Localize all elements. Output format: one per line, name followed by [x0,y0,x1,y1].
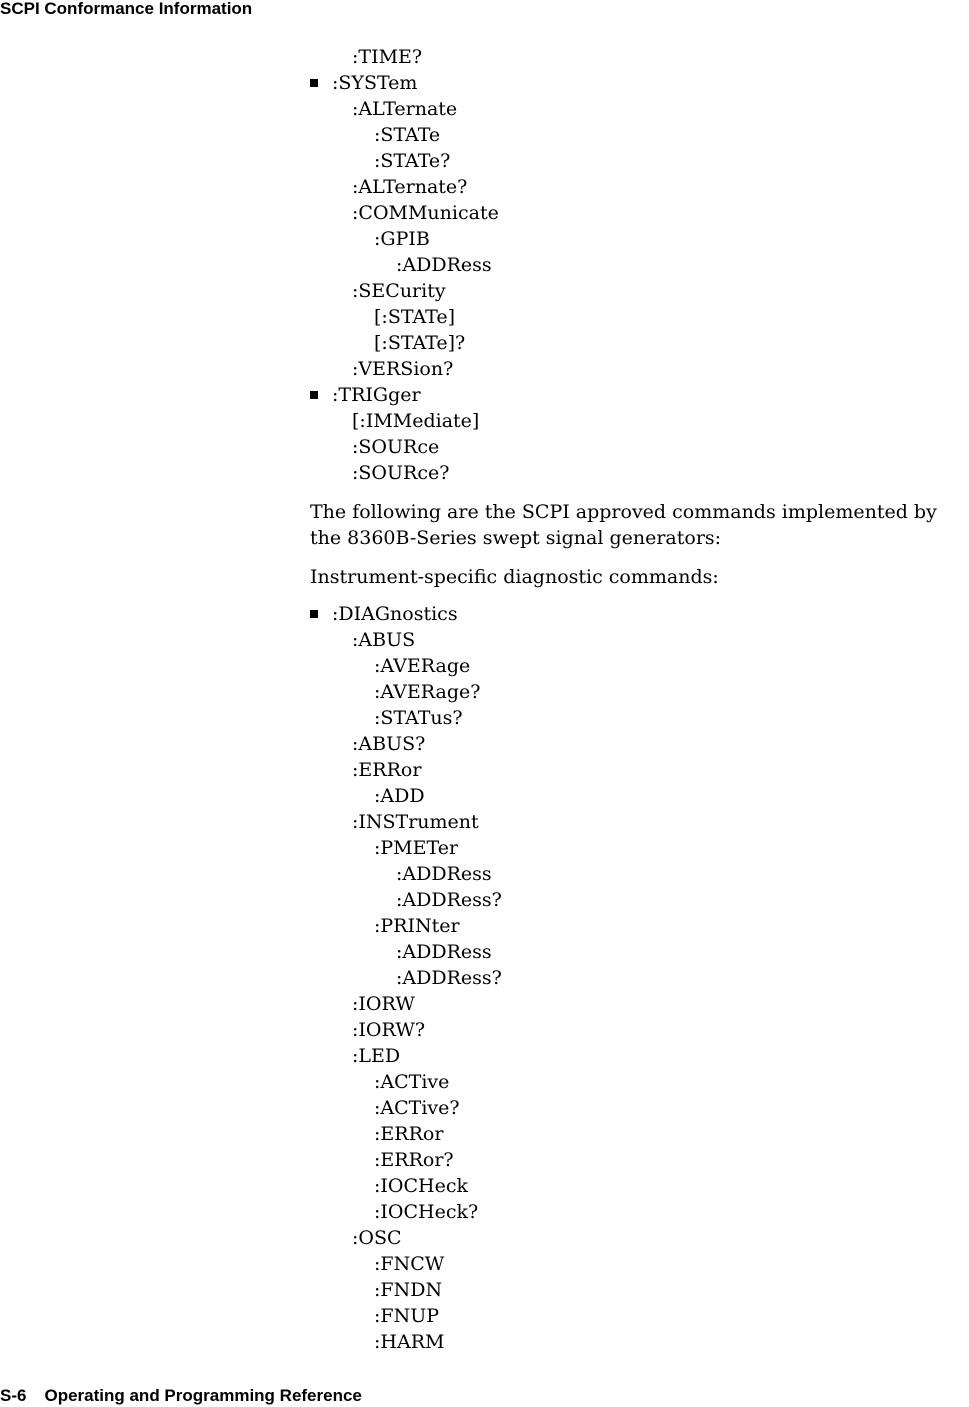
diagnostic-commands-heading: Instrument-specific diagnostic commands: [310,566,719,588]
command-text: :SOURce? [352,462,450,484]
page-number: S-6 [0,1386,27,1405]
command-text: :PMETer [374,837,459,859]
command-text: [:STATe] [374,306,456,328]
command-text: :VERSion? [352,358,454,380]
command-text: :TIME? [352,46,423,68]
command-text: :INSTrument [352,811,479,833]
command-text: :ADDRess [396,941,492,963]
command-item [310,1017,502,1043]
command-item [310,122,499,148]
command-text: :FNDN [374,1279,443,1301]
command-text: :IORW [352,993,415,1015]
command-group-item [310,382,499,408]
command-item [310,1147,502,1173]
command-text: :ADDRess [396,254,492,276]
command-text: :ABUS [352,629,416,651]
command-item [310,783,502,809]
command-text: :ADDRess? [396,967,502,989]
command-text: :SYSTem [332,72,418,94]
command-item [310,1095,502,1121]
command-text: :IOCHeck? [374,1201,479,1223]
command-text: :ERRor [374,1123,444,1145]
command-tree-diagnostics [310,601,502,1355]
command-item [310,835,502,861]
command-text: :LED [352,1045,401,1067]
command-item [310,861,502,887]
command-text: :OSC [352,1227,402,1249]
command-item [310,174,499,200]
page-footer [0,1386,362,1406]
command-item [310,356,499,382]
command-text: :ERRor [352,759,422,781]
command-item [310,1173,502,1199]
command-text: :SECurity [352,280,446,302]
command-text: :STATe? [374,150,451,172]
command-item [310,1121,502,1147]
command-text: :PRINter [374,915,460,937]
command-text: :GPIB [374,228,430,250]
command-item [310,1303,502,1329]
command-item [310,408,499,434]
command-item [310,460,499,486]
command-text: :FNCW [374,1253,445,1275]
command-group-item [310,601,502,627]
command-text: :ALTernate? [352,176,468,198]
command-item [310,330,499,356]
command-group-item [310,70,499,96]
command-text: :SOURce [352,436,440,458]
command-item [310,757,502,783]
square-bullet-icon [310,391,318,399]
command-item [310,96,499,122]
command-text: :IOCHeck [374,1175,468,1197]
command-item [310,1199,502,1225]
command-text: :AVERage? [374,681,481,703]
command-item [310,991,502,1017]
command-item [310,434,499,460]
command-text: :ADDRess [396,863,492,885]
command-item [310,200,499,226]
command-item [310,278,499,304]
command-text: [:STATe]? [374,332,466,354]
command-tree-system-trigger [310,44,499,486]
command-item [310,705,502,731]
command-item [310,1251,502,1277]
command-item [310,965,502,991]
page-header: SCPI Conformance Information [0,0,253,18]
command-text: :ACTive [374,1071,450,1093]
command-item [310,939,502,965]
command-item [310,304,499,330]
command-text: :HARM [374,1331,445,1353]
command-text: :ERRor? [374,1149,454,1171]
command-item [310,1225,502,1251]
command-item [310,913,502,939]
command-text: :STATus? [374,707,463,729]
command-text: [:IMMediate] [352,410,480,432]
command-text: :ABUS? [352,733,426,755]
command-text: :STATe [374,124,441,146]
intro-paragraph: The following are the SCPI approved commands implemented by the 8360B-Series swept signal generators: [310,501,937,549]
command-item [310,887,502,913]
command-text: :COMMunicate [352,202,499,224]
command-text: :FNUP [374,1305,440,1327]
command-text: :AVERage [374,655,471,677]
square-bullet-icon [310,79,318,87]
command-item [310,252,499,278]
command-text: :IORW? [352,1019,426,1041]
square-bullet-icon [310,610,318,618]
command-item [310,1329,502,1355]
command-text: :TRIGger [332,384,421,406]
footer-title: Operating and Programming Reference [44,1386,362,1405]
command-item [310,1043,502,1069]
command-item [310,653,502,679]
command-text: :ADDRess? [396,889,502,911]
command-item [310,809,502,835]
command-text: :DIAGnostics [332,603,458,625]
command-text: :ACTive? [374,1097,460,1119]
command-item [310,1069,502,1095]
command-item [310,148,499,174]
command-item [310,226,499,252]
command-item [310,731,502,757]
command-item [310,679,502,705]
command-text: :ALTernate [352,98,458,120]
command-item [310,44,499,70]
command-item [310,627,502,653]
command-text: :ADD [374,785,425,807]
command-item [310,1277,502,1303]
